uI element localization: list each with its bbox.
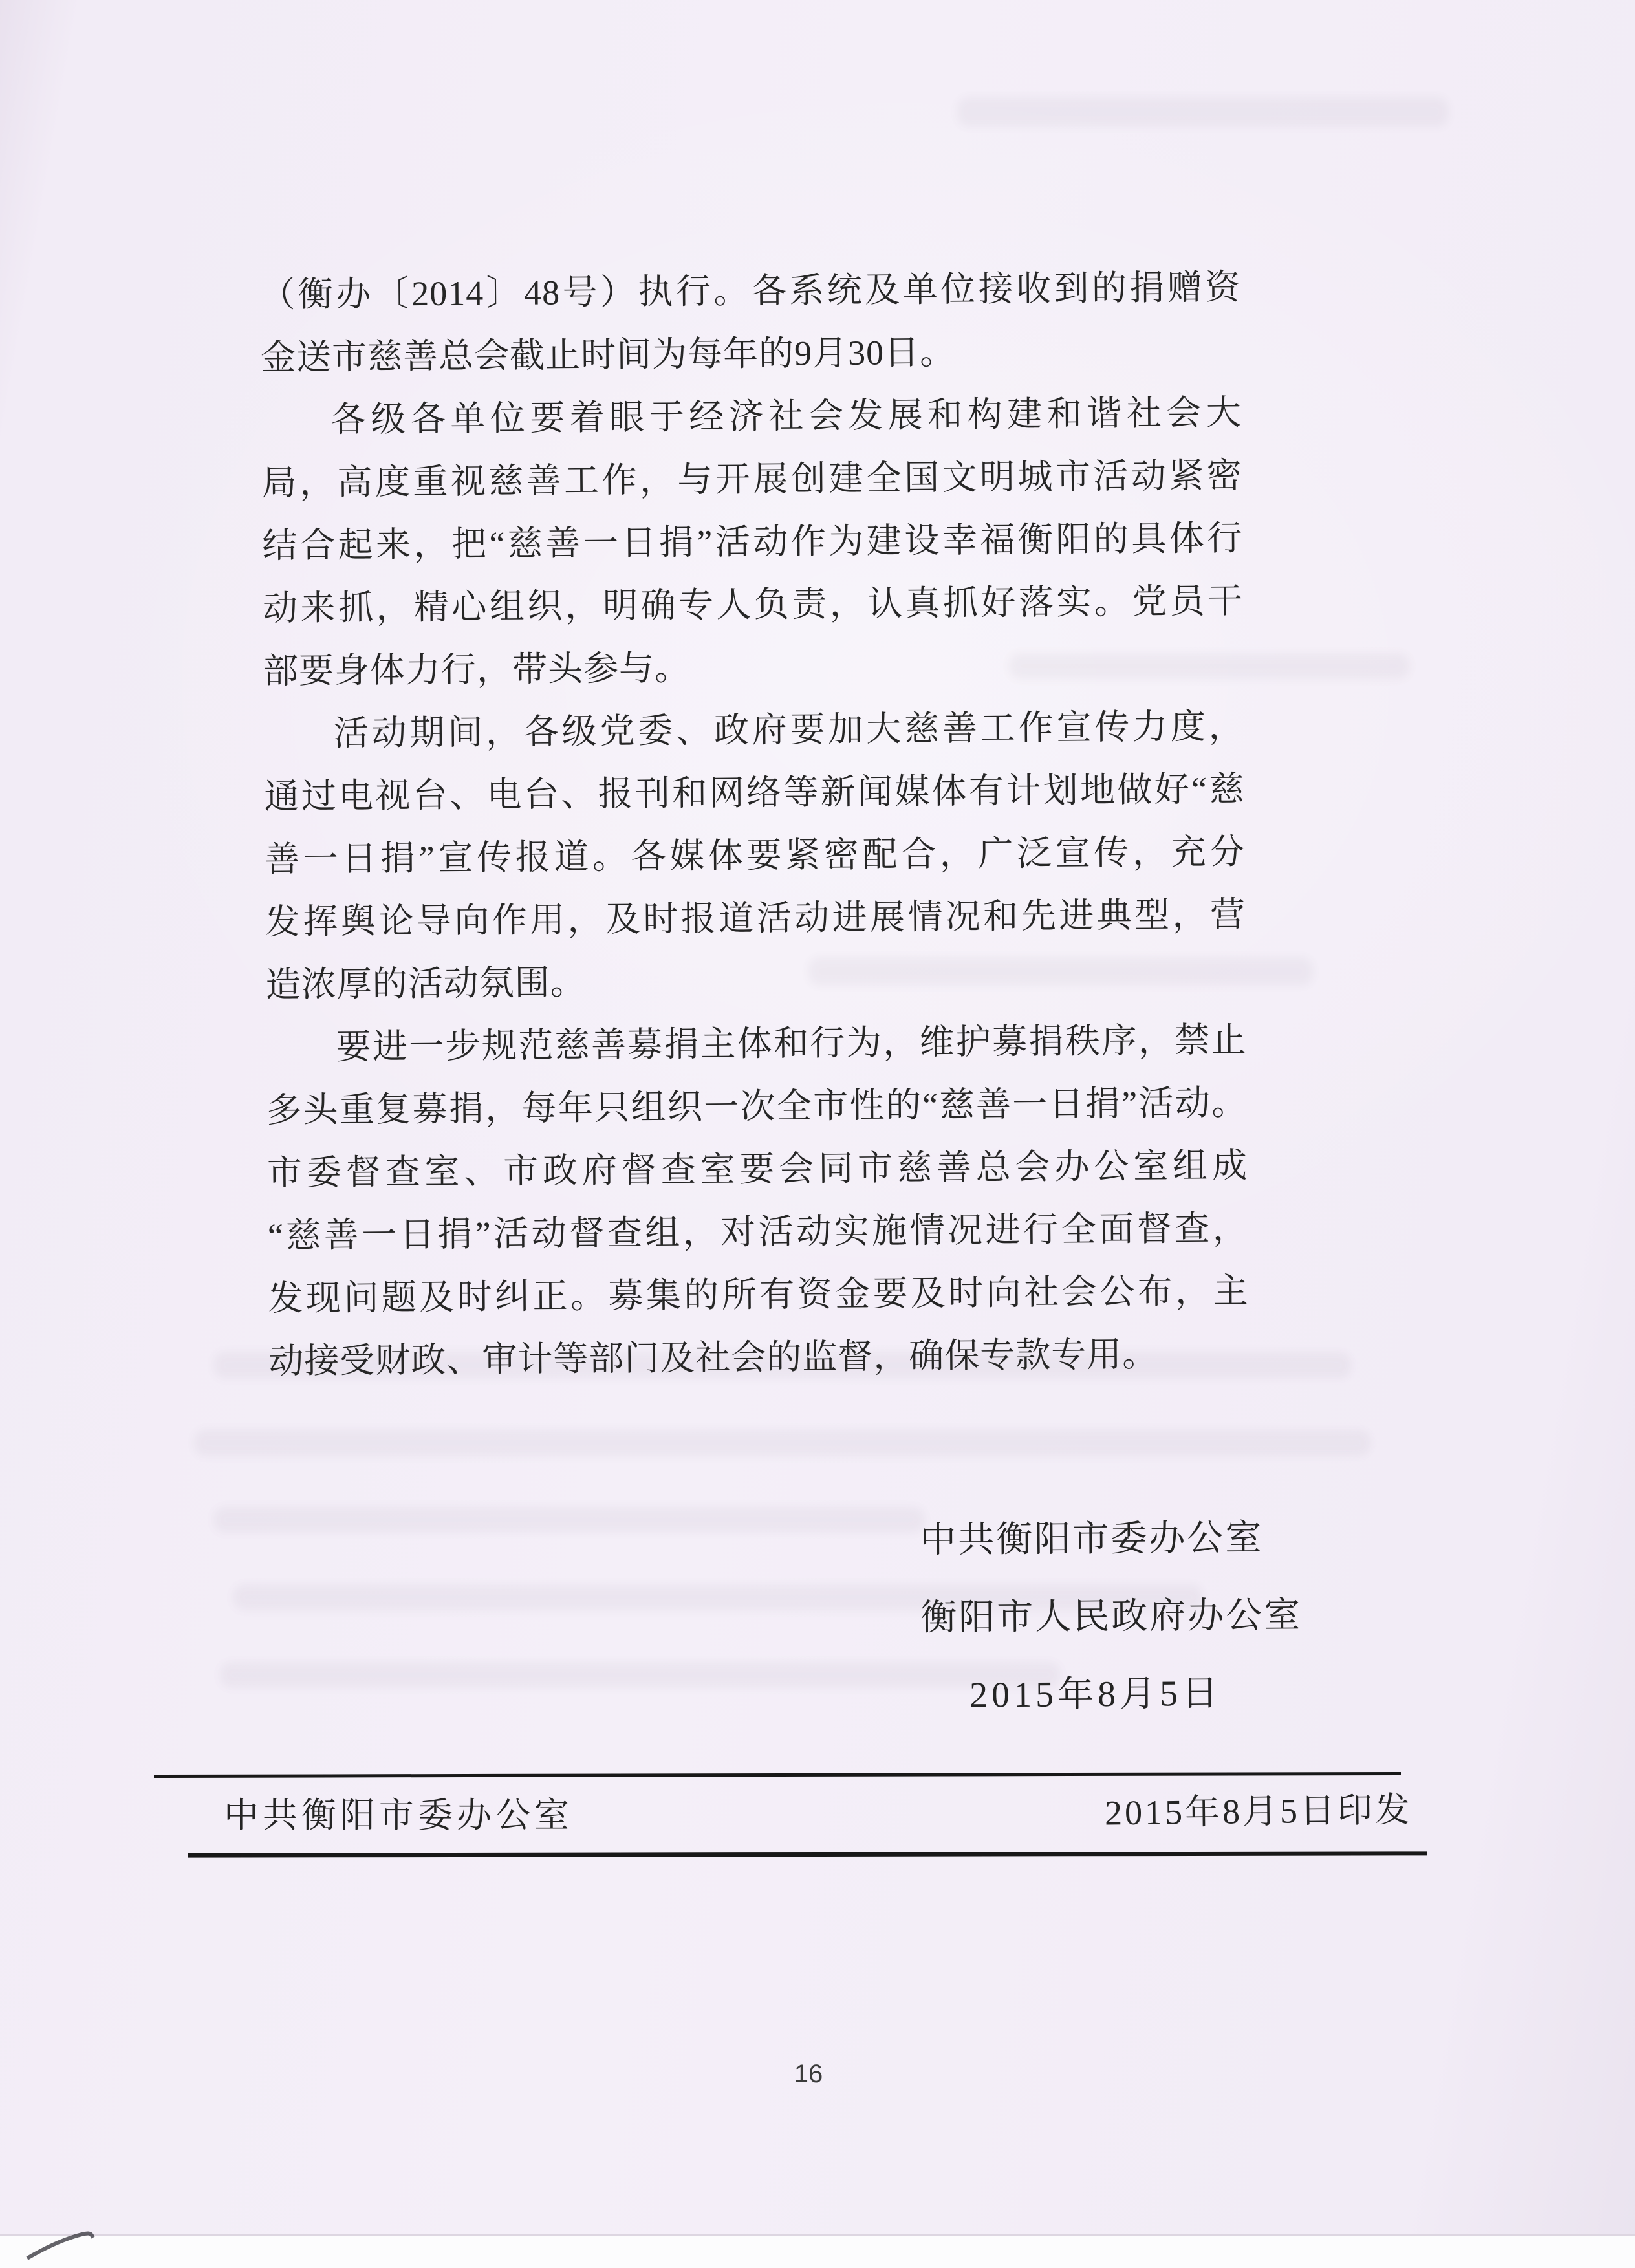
- signature-date: 2015年8月5日: [969, 1673, 1222, 1716]
- body-line: 多头重复募捐，每年只组织一次全市性的“慈善一日捐”活动。: [266, 1083, 1248, 1130]
- body-line: 发现问题及时纠正。募集的所有资金要及时向社会公布，主: [268, 1271, 1249, 1318]
- footer-issuer: 中共衡阳市委办公室: [224, 1796, 573, 1835]
- footer-bottom-rule: [188, 1851, 1427, 1857]
- body-line: （衡办〔2014〕48号）执行。各系统及单位接收到的捐赠资: [260, 268, 1241, 314]
- bleedthrough-smudge: [957, 97, 1449, 127]
- bleedthrough-smudge: [213, 1507, 925, 1533]
- signature-org-2: 衡阳市人民政府办公室: [920, 1595, 1303, 1638]
- scan-edge: [0, 2234, 1635, 2268]
- body-line: 发挥舆论导向作用，及时报道活动进展情况和先进典型，营: [265, 895, 1246, 942]
- body-line: 要进一步规范慈善募捐主体和行为，维护募捐秩序，禁止: [336, 1021, 1247, 1067]
- body-line: 善一日捐”宣传报道。各媒体要紧密配合，广泛宣传，充分: [264, 832, 1246, 879]
- body-line: 局，高度重视慈善工作，与开展创建全国文明城市活动紧密: [261, 456, 1242, 502]
- footer-top-rule: [154, 1772, 1401, 1778]
- footer-print-date: 2015年8月5日印发: [1104, 1790, 1413, 1833]
- signature-org-1: 中共衡阳市委办公室: [920, 1518, 1264, 1561]
- body-line: 动接受财政、审计等部门及社会的监督，确保专款专用。: [268, 1335, 1158, 1381]
- body-line: 结合起来，把“慈善一日捐”活动作为建设幸福衡阳的具体行: [262, 519, 1243, 565]
- body-line: 活动期间，各级党委、政府要加大慈善工作宣传力度，: [333, 707, 1244, 753]
- body-line: 部要身体力行，带头参与。: [263, 648, 691, 691]
- body-line: 通过电视台、电台、报刊和网络等新闻媒体有计划地做好“慈: [264, 770, 1245, 816]
- body-line: 造浓厚的活动氛围。: [265, 963, 586, 1004]
- page-number: 16: [794, 2060, 823, 2088]
- body-text: [260, 256, 1250, 1393]
- body-line: 金送市慈善总会截止时间为每年的9月30日。: [260, 332, 956, 377]
- signature-block: [920, 1499, 1303, 1734]
- body-line: 各级各单位要着眼于经济社会发展和构建和谐社会大: [330, 393, 1242, 440]
- body-line: 市委督查室、市政府督查室要会同市慈善总会办公室组成: [266, 1146, 1248, 1193]
- bleedthrough-smudge: [194, 1429, 1371, 1456]
- body-line: 动来抓，精心组织，明确专人负责，认真抓好落实。党员干: [262, 581, 1244, 628]
- body-line: “慈善一日捐”活动督查组，对活动实施情况进行全面督查，: [267, 1209, 1248, 1255]
